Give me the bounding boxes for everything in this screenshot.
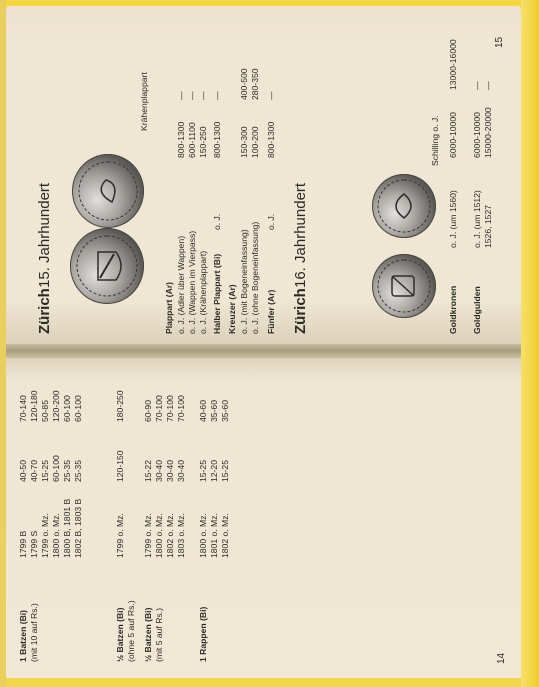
row-11-year: 1802 o. Mz. <box>165 513 175 558</box>
entry-fuenfer-desc: o. J. <box>266 213 276 230</box>
entry-kreuzer-variant-1-price2: 400-500 <box>239 68 249 100</box>
entry-goldgulden-1526-price: 15000-20000 <box>483 107 493 158</box>
entry-plappart-variant-1-price2: — <box>176 91 186 100</box>
section15-century: 15. Jahrhundert <box>36 182 53 288</box>
entry-plappart-variant-2-price2: — <box>187 91 197 100</box>
row-9-year: 1799 o. Mz. <box>143 513 153 558</box>
row-7-price1: 120-150 <box>115 450 125 482</box>
row-13-price2: 40-60 <box>198 400 208 422</box>
row-3-price2: 50-85 <box>40 400 50 422</box>
entry-halber-plappart-price2: — <box>212 91 222 100</box>
entry-kreuzer-label: Kreuzer (Ar) <box>227 284 237 334</box>
entry-plappart-label: Plappart (Ar) <box>164 281 174 334</box>
row-3-year: 1799 o. Mz. <box>40 513 50 558</box>
row-4-year: 1800 o. Mz. <box>51 513 61 558</box>
section15-city: Zürich <box>36 288 53 334</box>
row-5-year: 1800 B, 1801 B <box>62 498 72 558</box>
row-4-price2: 120-200 <box>51 390 61 422</box>
row-5-price2: 60-100 <box>62 395 72 422</box>
row-15-price1: 15-25 <box>220 460 230 482</box>
entry-goldgulden-label: Goldgulden <box>472 286 482 334</box>
section16-city: Zürich <box>292 288 309 334</box>
entry-kreuzer-variant-2-price2: 280-350 <box>250 68 260 100</box>
row-2-price2: 120-180 <box>29 390 39 422</box>
entry-kreuzer-variant-2: o. J. (ohne Bogeneinfassung) <box>250 221 260 334</box>
entry-plappart-variant-2-price: 600-1100 <box>187 122 197 158</box>
entry-plappart-variant-3-price: 150-250 <box>198 126 208 158</box>
entry-kreuzer-variant-2-price: 100-200 <box>250 126 260 158</box>
row-13-price1: 15-25 <box>198 460 208 482</box>
row-13-label: 1 Rappen (Bi) <box>198 606 208 662</box>
row-2-year: 1799 S <box>29 530 39 558</box>
row-10-label: (mit 5 auf Rs.) <box>154 608 164 662</box>
entry-goldkronen-desc: o. J. (um 1560) <box>448 190 458 248</box>
entry-goldgulden-price2: — <box>472 81 482 90</box>
row-2-price1: 40-70 <box>29 460 39 482</box>
section16-century: 16. Jahrhundert <box>292 182 309 288</box>
entry-goldkronen-price: 6000-10000 <box>448 112 458 158</box>
row-15-price2: 35-60 <box>220 400 230 422</box>
page-number-15: 15 <box>494 36 505 48</box>
row-6-price1: 25-35 <box>73 460 83 482</box>
coin-schilling-obverse-image <box>372 254 436 318</box>
entry-goldkronen-price2: 13000-16000 <box>448 39 458 90</box>
section16-coin-caption: Schilling o. J. <box>430 115 440 166</box>
row-10-year: 1800 o. Mz. <box>154 513 164 558</box>
entry-kreuzer-variant-1-price: 150-300 <box>239 126 249 158</box>
entry-plappart-variant-1-price: 800-1300 <box>176 121 186 158</box>
row-1-price1: 40-50 <box>18 460 28 482</box>
row-8-label: (ohne 5 auf Rs.) <box>126 600 136 662</box>
row-1-price2: 70-140 <box>18 395 28 422</box>
row-15-year: 1802 o. Mz. <box>220 513 230 558</box>
row-2-label: (mit 10 auf Rs.) <box>29 603 39 662</box>
row-7-price2: 180-250 <box>115 390 125 422</box>
row-5-price1: 25-35 <box>62 460 72 482</box>
entry-goldgulden-price: 6000-10000 <box>472 112 482 158</box>
entry-halber-plappart-price: 800-1300 <box>212 121 222 158</box>
row-11-price2: 70-100 <box>165 395 175 422</box>
row-7-label: ½ Batzen (Bi) <box>115 607 125 662</box>
page-15-content <box>12 6 522 346</box>
row-10-price1: 30-40 <box>154 460 164 482</box>
row-1-label: 1 Batzen (Bi) <box>18 609 28 662</box>
section15-coin-caption: Krähenplappart <box>139 72 149 131</box>
entry-plappart-variant-3: o. J. (Krähenplappart) <box>198 250 208 334</box>
entry-fuenfer-price2: — <box>266 91 276 100</box>
entry-plappart-variant-1: o. J. (Adler über Wappen) <box>176 235 186 334</box>
row-9-price1: 15-22 <box>143 460 153 482</box>
row-6-year: 1802 B, 1803 B <box>73 498 83 558</box>
row-12-price2: 70-100 <box>176 395 186 422</box>
row-3-price1: 15-25 <box>40 460 50 482</box>
entry-goldgulden-1526-price2: — <box>483 81 493 90</box>
entry-goldgulden-1526-desc: 1526, 1527 <box>483 204 493 248</box>
entry-halber-plappart-desc: o. J. <box>212 213 222 230</box>
row-13-year: 1800 o. Mz. <box>198 513 208 558</box>
coin-plappart-reverse-image <box>72 154 144 228</box>
row-12-price1: 30-40 <box>176 460 186 482</box>
entry-halber-plappart-label: Halber Plappart (Bi) <box>212 253 222 334</box>
row-6-price2: 60-100 <box>73 395 83 422</box>
row-14-price2: 35-60 <box>209 400 219 422</box>
entry-plappart-variant-3-price2: — <box>198 91 208 100</box>
entry-kreuzer-variant-1: o. J. (mit Bogeneinfassung) <box>239 229 249 334</box>
row-9-label: ½ Batzen (Bi) <box>143 607 153 662</box>
row-11-price1: 30-40 <box>165 460 175 482</box>
row-14-year: 1801 o. Mz. <box>209 513 219 558</box>
entry-goldkronen-label: Goldkronen <box>448 285 458 334</box>
row-14-price1: 12-20 <box>209 460 219 482</box>
coin-schilling-reverse-image <box>372 174 436 238</box>
row-4-price1: 60-100 <box>51 455 61 482</box>
entry-fuenfer-label: Fünfer (Ar) <box>266 289 276 334</box>
row-7-year: 1799 o. Mz. <box>115 513 125 558</box>
book-edge-right <box>521 0 539 687</box>
entry-fuenfer-price: 800-1300 <box>266 121 276 158</box>
row-12-year: 1803 o. Mz. <box>176 513 186 558</box>
entry-plappart-variant-2: o. J. (Wappen im Vierpass) <box>187 230 197 334</box>
coin-plappart-obverse-image <box>70 228 144 304</box>
entry-goldgulden-desc: o. J. (um 1512) <box>472 190 482 248</box>
page-number-14: 14 <box>496 652 507 664</box>
row-1-year: 1799 B <box>18 530 28 558</box>
page-14-content <box>12 356 522 678</box>
row-9-price2: 60-90 <box>143 400 153 422</box>
row-10-price2: 70-100 <box>154 395 164 422</box>
